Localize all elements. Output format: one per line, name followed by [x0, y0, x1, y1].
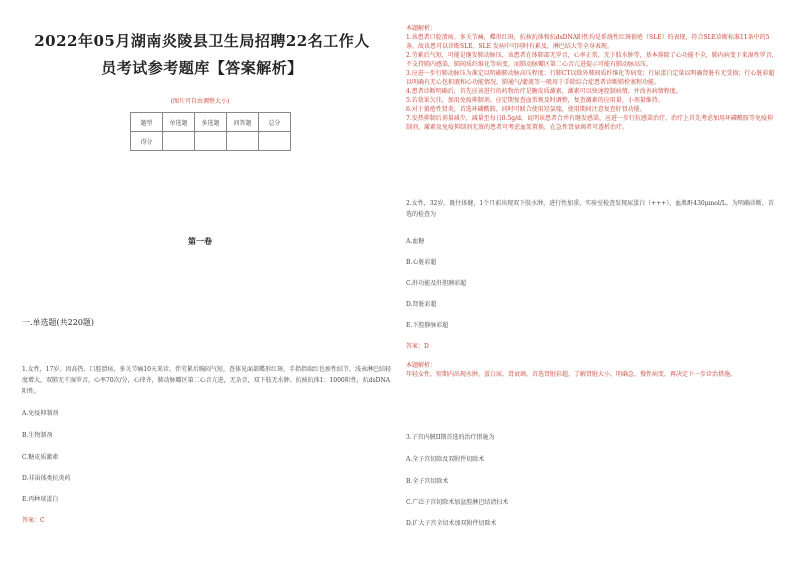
q3-option-d: D.扩大子宫全切术加双附件切除术: [406, 520, 497, 527]
q1-option-c: C.糖皮质激素: [22, 454, 59, 461]
q2-analysis: [406, 361, 778, 379]
score-header-cell: 单选题: [163, 113, 195, 132]
section-heading: 一.单选题(共220题): [22, 318, 95, 327]
document-title: [14, 28, 390, 82]
title-line-2: 员考试参考题库【答案解析】: [101, 59, 303, 77]
score-header-cell: 总分: [259, 113, 291, 132]
analysis-text: 年轻女性，短期内出现水肿、蛋白尿，肾衰竭，首选肾脏彩超，了解肾脏大小，明确急、慢性病变，再决定下一步诊治措施。: [406, 371, 737, 378]
score-cell: [195, 132, 227, 151]
q1-answer: 答案：C: [22, 517, 45, 524]
q2-option-d: D.肾脏彩超: [406, 301, 437, 308]
q3-option-b: B.全子宫切除术: [406, 478, 449, 485]
analysis-item: 2.劳累后气短，可能是继发肺动脉压，该患者在体肺部无罗音，心率正常，无下肢水肿等，基本排除了心功能不全，肺内病变下来湿性罗音，不支持肺内感染，肺间质纤维化等病变，而肺动脉瓣区第二心音亢进提示可能有肺动脉高压。: [406, 52, 778, 68]
score-table-header-row: [131, 113, 291, 132]
analysis-label: 本题解析：: [406, 25, 437, 32]
analysis-item: 1.该患者口腔溃疡、多关节痛，蝶形红斑，抗核抗体和抗dsDNA阳性均是系统性红斑狼疮（SLE）的表现，符合SLE诊断标准11条中的5条，故该患可以诊断SLE。SLE 发病中可同时有累及，淋巴结大等全身表现。: [406, 34, 770, 50]
q1-analysis: [406, 24, 778, 132]
score-cell: [163, 132, 195, 151]
analysis-item: 6.对于狼疮性肾炎，首选环磷酰胺，同时可联合使用羟氯喹，使用期间注意复查肝肾功能。: [406, 106, 646, 113]
q1-option-b: B.生物制剂: [22, 432, 53, 439]
analysis-item: 3.应进一步行肺动脉压为准定以明确肺动脉高压程度；行肺CT以除外肺间质纤维化等病变；行尿蛋白定量以明确肾脏有无受损；行心脏彩超以明确有无心包积液和心功能情况，肺通气/灌流等一般用于手除综合症患者诊断肺栓塞程功能。: [406, 70, 775, 86]
image-size-note: (图片可自由调整大小): [170, 98, 230, 105]
question-1-text: 1.女性，17岁。因高热、口腔溃疡，多关节痛10天来诊。伴劳累后胸闷气短，查体见面部蝶形红斑，手指指端红色瘀性结节，浅表淋巴结轻度增大，双肺无干湿罗音，心率70次/分，心律齐，肺动脉瓣区第二心音亢进，无杂音，双下肢无水肿。抗核抗体1：1000阳性，抗dsDNA阳性。: [22, 366, 391, 395]
score-cell: [259, 132, 291, 151]
q2-answer: 答案：D: [406, 343, 429, 350]
score-header-cell: 多选题: [195, 113, 227, 132]
q2-option-a: A.血糖: [406, 238, 425, 245]
score-table: [130, 112, 291, 151]
analysis-label: 本题解析：: [406, 362, 437, 369]
analysis-item: 7.发热抑制后剂量减少，减量至每日0.5g/d，说明该患者合并有继发感染，应进一步行抗感染治疗，治疗上首先考虑加用环磷酰胺等免疫抑制剂，激素及免疫抑制剂无效的患者可考虑血浆置换，在急性肾衰竭者可透析治疗。: [406, 115, 773, 131]
volume-heading: 第一卷: [188, 236, 212, 246]
q1-option-d: D.非甾体类抗炎药: [22, 475, 71, 482]
score-header-cell: 题型: [131, 113, 163, 132]
analysis-item: 5.若效果欠佳，加用免疫抑制剂。应定期复查血常规及时调整，复查激素的应用量，小剂量维持。: [406, 97, 664, 104]
q2-option-b: B.心脏彩超: [406, 259, 437, 266]
score-cell: [227, 132, 259, 151]
question-2-text: 2.女性，32岁。既往体健，1个月前出现双下肢水肿，进行性加重，实验室检查发现尿蛋白（+++），血肌酐430μmol/L。为明确诊断，首选的检查为: [406, 200, 774, 218]
question-3-text: 3.子宫内膜II期首选的治疗措施为: [406, 434, 495, 441]
title-line-1: 2022年05月湖南炎陵县卫生局招聘22名工作人: [34, 32, 370, 50]
q2-option-e: E.下腔静脉彩超: [406, 322, 449, 329]
score-row-label: 得分: [131, 132, 163, 151]
q3-option-c: C.广泛子宫切除术加盆腔淋巴结清扫术: [406, 499, 509, 506]
q3-option-a: A.全子宫切除及双附件切除术: [406, 456, 485, 463]
q1-option-a: A.免疫抑制剂: [22, 410, 59, 417]
analysis-item: 4.患者诊断明确后，首先应该进行的药物治疗是糖皮质激素，激素可以快速控制病情，并改善病情程度。: [406, 88, 682, 95]
q1-option-e: E.丙种球蛋白: [22, 496, 59, 503]
score-table-row: [131, 132, 291, 151]
score-header-cell: 问答题: [227, 113, 259, 132]
q2-option-c: C.肝功能及肝胆胰彩超: [406, 280, 467, 287]
